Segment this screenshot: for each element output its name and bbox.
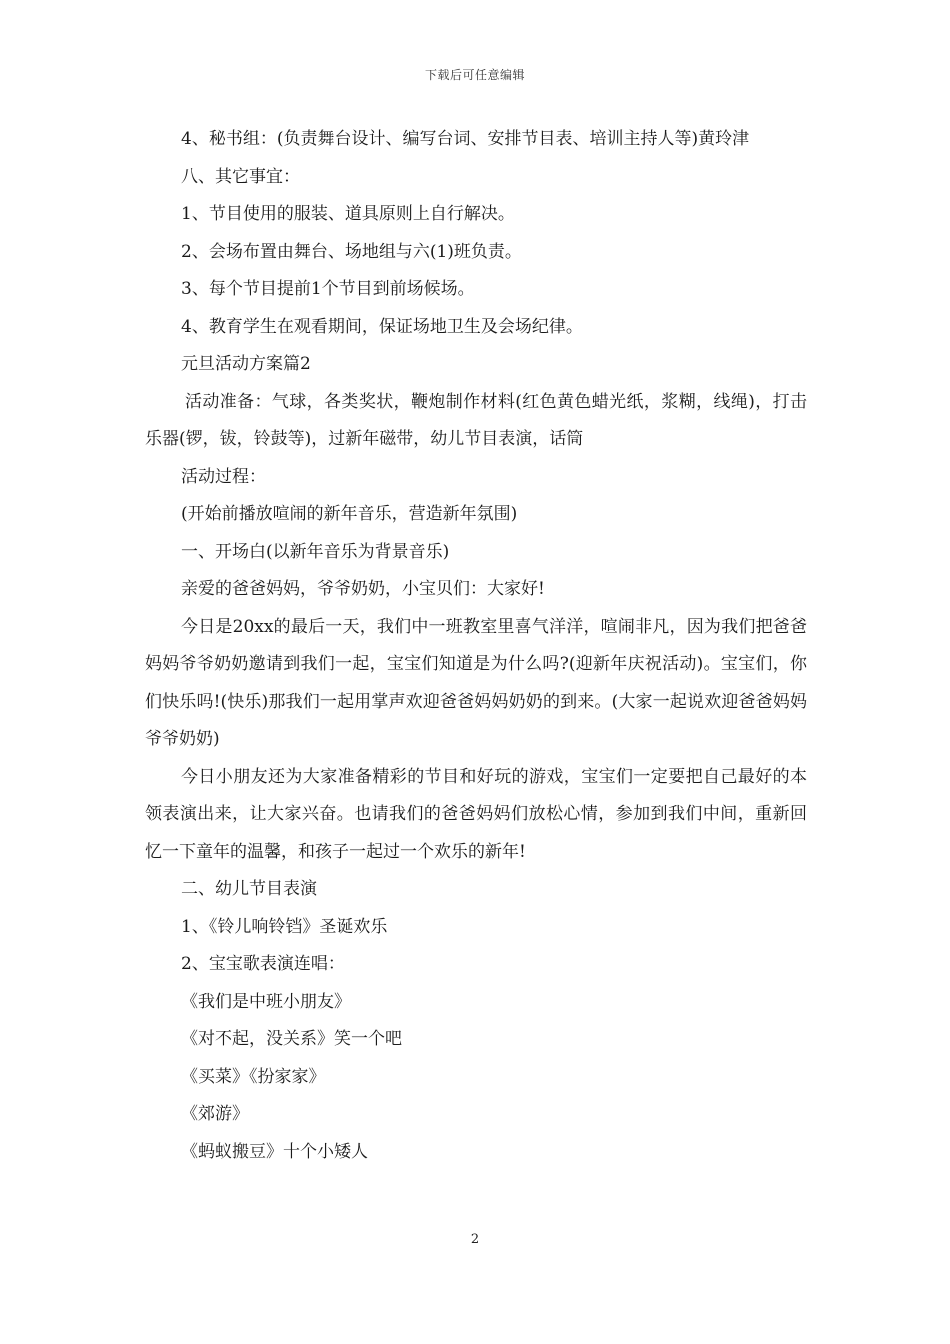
- list-item-songs: 2、宝宝歌表演连唱：: [181, 954, 345, 974]
- list-item-costumes: 1、节目使用的服装、道具原则上自行解决。: [181, 204, 515, 224]
- paragraph-program-intro: 今日小朋友还为大家准备精彩的节目和好玩的游戏，宝宝们一定要把自己最好的本领表演出来，让大家兴奋。也请我们的爸爸妈妈们放松心情，参加到我们中间，重新回忆一下童年的温馨，和孩子一起过一个欢乐的新年!: [145, 766, 807, 862]
- paragraph-greeting: 亲爱的爸爸妈妈，爷爷奶奶，小宝贝们：大家好!: [181, 579, 545, 599]
- paragraph-secretary-group: 4、秘书组：(负责舞台设计、编写台词、安排节目表、培训主持人等)黄玲津: [181, 129, 750, 149]
- song-title-outing: 《郊游》: [181, 1104, 249, 1124]
- section-heading-performances: 二、幼儿节目表演: [181, 879, 317, 899]
- section-heading-other-matters: 八、其它事宜：: [181, 166, 300, 187]
- list-item-discipline: 4、教育学生在观看期间，保证场地卫生及会场纪律。: [181, 316, 583, 337]
- section-title-plan-2: 元旦活动方案篇2: [181, 354, 311, 374]
- heading-activity-process: 活动过程：: [181, 466, 266, 487]
- paragraph-preparation: 活动准备：气球，各类奖状，鞭炮制作材料(红色黄色蜡光纸，浆糊，线绳)，打击乐器(锣，钹，铃鼓等)，过新年磁带，幼儿节目表演，话筒: [145, 391, 807, 449]
- section-heading-opening: 一、开场白(以新年音乐为背景音乐): [181, 541, 450, 562]
- paragraph-opening-music: (开始前播放喧闹的新年音乐，营造新年氛围): [181, 504, 518, 524]
- document-body: [145, 121, 807, 1171]
- list-item-bells: 1、《铃儿响铃铛》圣诞欢乐: [181, 916, 388, 937]
- page-number: 2: [470, 1232, 480, 1247]
- song-title-buy-vegetables: 《买菜》《扮家家》: [181, 1066, 326, 1087]
- song-title-ants: 《蚂蚁搬豆》十个小矮人: [181, 1141, 368, 1162]
- page-header: 下载后可任意编辑: [424, 68, 525, 82]
- song-title-sorry: 《对不起，没关系》笑一个吧: [181, 1029, 402, 1049]
- list-item-venue-setup: 2、会场布置由舞台、场地组与六(1)班负责。: [181, 241, 522, 262]
- list-item-backstage: 3、每个节目提前1个节目到前场候场。: [181, 279, 475, 299]
- paragraph-today: 今日是20xx的最后一天，我们中一班教室里喜气洋洋，喧闹非凡，因为我们把爸爸妈妈爷爷奶奶邀请到我们一起，宝宝们知道是为什么吗?(迎新年庆祝活动)。宝宝们，你们快乐吗!(快乐)那我们一起用掌声欢迎爸爸妈妈奶奶的到来。(大家一起说欢迎爸爸妈妈爷爷奶奶): [145, 616, 807, 749]
- song-title-middle-class: 《我们是中班小朋友》: [181, 991, 351, 1012]
